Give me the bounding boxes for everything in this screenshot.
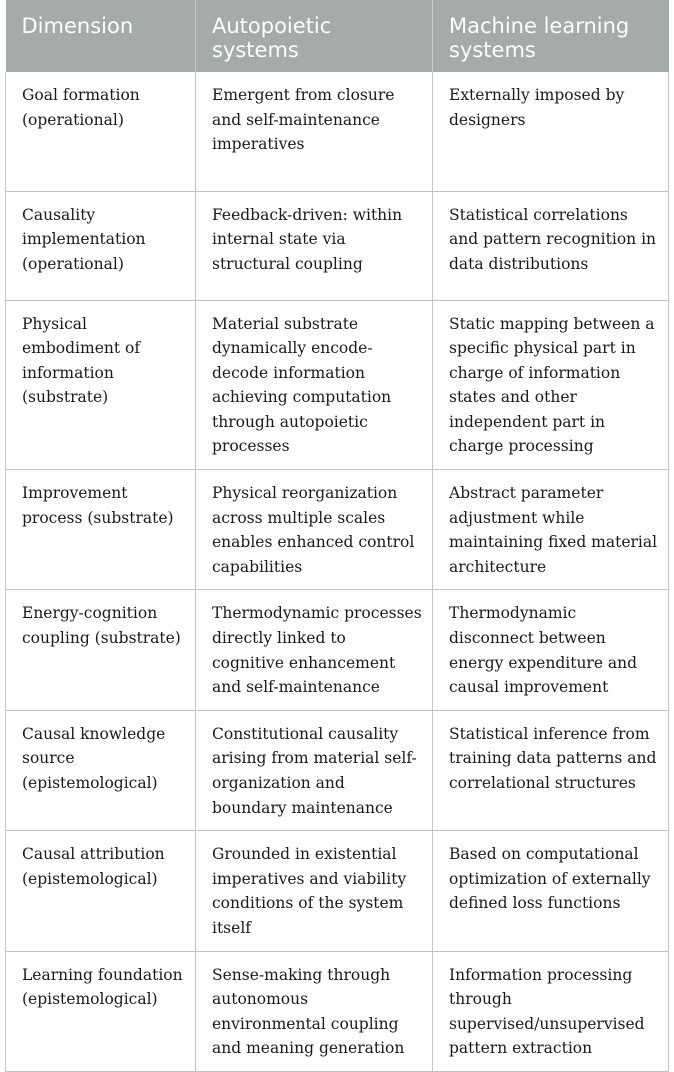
header-dimension: Dimension <box>6 0 196 72</box>
table-row <box>6 951 669 1071</box>
cell-machine-learning: Statistical correlations and pattern recognition in data distributions <box>433 191 669 300</box>
cell-machine-learning: Statistical inference from training data patterns and correlational structures <box>433 710 669 830</box>
cell-autopoietic: Feedback-driven: within internal state via structural coupling <box>196 191 433 300</box>
cell-dimension: Energy-cognition coupling (substrate) <box>6 590 196 710</box>
cell-dimension: Causal attribution (epistemological) <box>6 831 196 951</box>
cell-machine-learning: Based on computational optimization of externally defined loss functions <box>433 831 669 951</box>
cell-autopoietic: Constitutional causality arising from material self-organization and boundary maintenance <box>196 710 433 830</box>
cell-dimension: Improvement process (substrate) <box>6 470 196 590</box>
cell-autopoietic: Emergent from closure and self-maintenance imperatives <box>196 72 433 191</box>
comparison-table <box>5 0 669 1072</box>
cell-autopoietic: Sense-making through autonomous environmental coupling and meaning generation <box>196 951 433 1071</box>
cell-autopoietic: Thermodynamic processes directly linked to cognitive enhancement and self-maintenance <box>196 590 433 710</box>
cell-dimension: Physical embodiment of information (substrate) <box>6 300 196 470</box>
cell-machine-learning: Static mapping between a specific physical part in charge of information states and other independent part in charge processing <box>433 300 669 470</box>
comparison-table-container <box>5 0 668 1072</box>
cell-machine-learning: Abstract parameter adjustment while maintaining fixed material architecture <box>433 470 669 590</box>
table-row <box>6 710 669 830</box>
table-row <box>6 191 669 300</box>
table-row <box>6 300 669 470</box>
table-row <box>6 831 669 951</box>
table-body <box>6 72 669 1071</box>
table-header <box>6 0 669 72</box>
cell-autopoietic: Grounded in existential imperatives and viability conditions of the system itself <box>196 831 433 951</box>
cell-dimension: Goal formation (operational) <box>6 72 196 191</box>
cell-autopoietic: Physical reorganization across multiple scales enables enhanced control capabilities <box>196 470 433 590</box>
header-row <box>6 0 669 72</box>
header-autopoietic-systems: Autopoietic systems <box>196 0 433 72</box>
table-row <box>6 590 669 710</box>
cell-autopoietic: Material substrate dynamically encode-decode information achieving computation through autopoietic processes <box>196 300 433 470</box>
cell-machine-learning: Externally imposed by designers <box>433 72 669 191</box>
cell-machine-learning: Thermodynamic disconnect between energy expenditure and causal improvement <box>433 590 669 710</box>
table-row <box>6 470 669 590</box>
cell-dimension: Causality implementation (operational) <box>6 191 196 300</box>
header-machine-learning-systems: Machine learning systems <box>433 0 669 72</box>
cell-dimension: Learning foundation (epistemological) <box>6 951 196 1071</box>
cell-machine-learning: Information processing through supervised/unsupervised pattern extraction <box>433 951 669 1071</box>
cell-dimension: Causal knowledge source (epistemological) <box>6 710 196 830</box>
table-row <box>6 72 669 191</box>
